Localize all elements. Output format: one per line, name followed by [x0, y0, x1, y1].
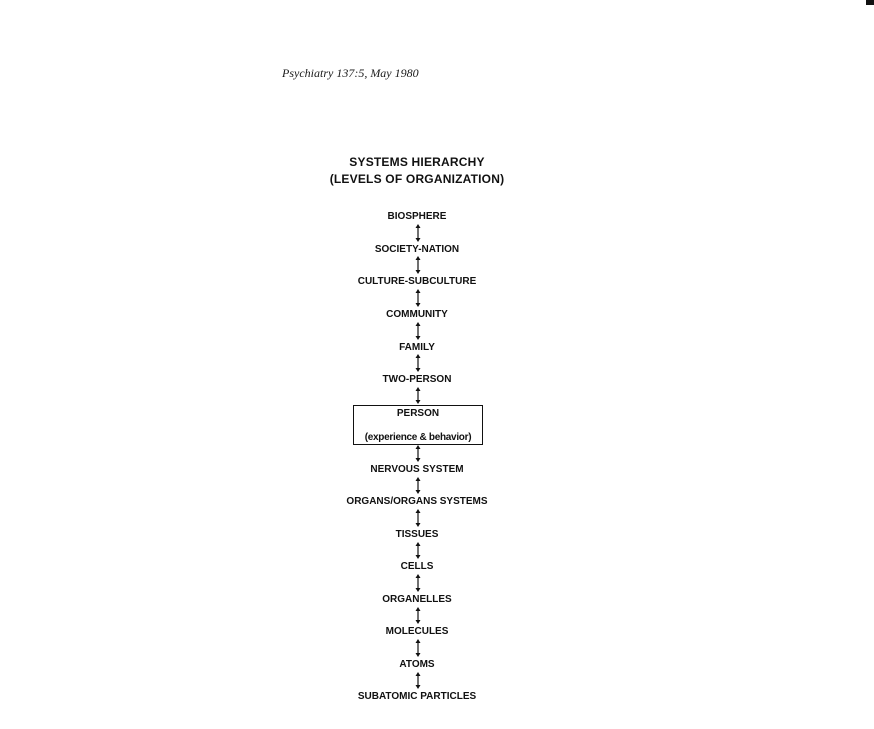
level-person: PERSON	[396, 408, 440, 419]
double-arrow-icon	[416, 639, 421, 657]
diagram-title: SYSTEMS HIERARCHY	[349, 155, 485, 169]
level-family: FAMILY	[399, 342, 435, 353]
level-two-person: TWO-PERSON	[382, 374, 452, 385]
double-arrow-icon	[416, 289, 421, 307]
double-arrow-icon	[416, 509, 421, 527]
person-sublabel: (experience & behavior)	[364, 432, 472, 443]
double-arrow-icon	[416, 224, 421, 242]
double-arrow-icon	[416, 672, 421, 689]
level-subatomic-particles: SUBATOMIC PARTICLES	[357, 691, 477, 702]
level-society-nation: SOCIETY-NATION	[374, 244, 460, 255]
double-arrow-icon	[416, 607, 421, 624]
double-arrow-icon	[416, 322, 421, 340]
double-arrow-icon	[416, 256, 421, 274]
double-arrow-icon	[416, 354, 421, 372]
journal-citation: Psychiatry 137:5, May 1980	[282, 66, 419, 80]
double-arrow-icon	[416, 445, 421, 462]
double-arrow-icon	[416, 574, 421, 592]
person-box	[353, 405, 483, 445]
double-arrow-icon	[416, 387, 421, 404]
double-arrow-icon	[416, 477, 421, 494]
diagram-subtitle: (LEVELS OF ORGANIZATION)	[329, 172, 505, 186]
corner-mark	[866, 0, 874, 5]
level-cells: CELLS	[400, 561, 434, 572]
level-community: COMMUNITY	[386, 309, 448, 320]
level-nervous-system: NERVOUS SYSTEM	[370, 464, 464, 475]
level-organelles: ORGANELLES	[382, 594, 452, 605]
level-molecules: MOLECULES	[385, 626, 449, 637]
double-arrow-icon	[416, 542, 421, 559]
level-biosphere: BIOSPHERE	[387, 211, 447, 222]
level-organs-systems: ORGANS/ORGANS SYSTEMS	[346, 496, 488, 507]
level-tissues: TISSUES	[395, 529, 439, 540]
level-atoms: ATOMS	[399, 659, 435, 670]
level-culture-subculture: CULTURE-SUBCULTURE	[357, 276, 477, 287]
